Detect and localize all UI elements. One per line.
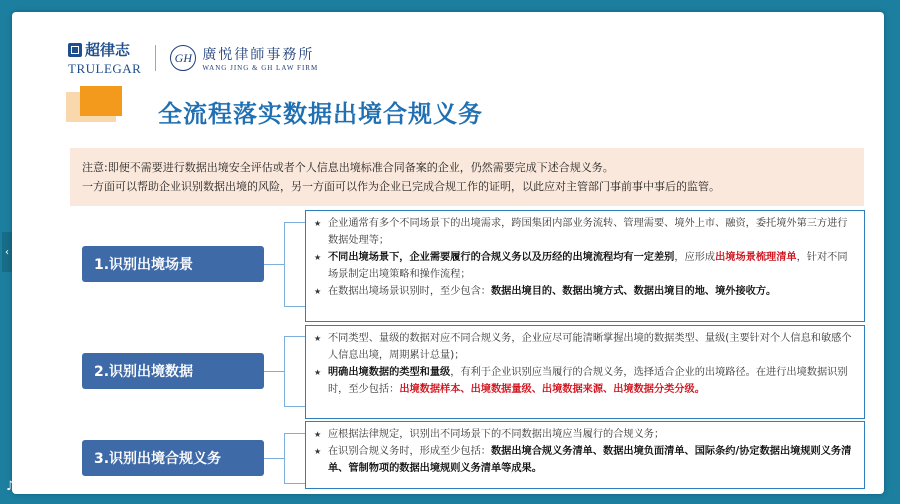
connector-v-1 — [284, 222, 285, 306]
section-box-1 — [305, 210, 865, 322]
logo-divider — [155, 45, 156, 71]
connector-v-2 — [284, 336, 285, 406]
star-bullet-icon: ★ — [314, 334, 322, 343]
watermark-logo-icon: ♪ — [6, 479, 15, 494]
trulegar-logo-cn: 超律志 — [85, 41, 131, 59]
trulegar-logo-en: TRULEGAR — [68, 61, 142, 76]
firm-logo — [170, 44, 318, 72]
section-box-2 — [305, 325, 865, 419]
section-label-1: 1.识别出境场景 — [82, 246, 264, 282]
prev-slide-arrow-icon[interactable]: ‹ — [2, 232, 12, 272]
trulegar-logo-icon — [68, 43, 82, 57]
star-bullet-icon: ★ — [314, 253, 322, 262]
list-item: ★ 不同出境场景下，企业需要履行的合规义务以及历经的出境流程均有一定差别，应形成出境场景梳理清单，针对不同场景制定出境策略和操作流程； — [314, 249, 856, 283]
note-box — [70, 148, 864, 206]
star-bullet-icon: ★ — [314, 430, 322, 439]
star-bullet-icon: ★ — [314, 287, 322, 296]
list-item: ★ 不同类型、量级的数据对应不同合规义务，企业应尽可能清晰掌握出境的数据类型、量级(主要针对个人信息和敏感个人信息出境，周期累计总量)； — [314, 330, 856, 364]
firm-logo-mark: GH — [170, 45, 196, 71]
section-box-3 — [305, 421, 865, 489]
section-label-2: 2.识别出境数据 — [82, 353, 264, 389]
title-decoration — [66, 86, 138, 126]
note-line-2: 一方面可以帮助企业识别数据出境的风险，另一方面可以作为企业已完成合规工作的证明，以此应对主管部门事前事中事后的监管。 — [82, 180, 720, 193]
logo-bar — [68, 36, 318, 80]
section-label-3: 3.识别出境合规义务 — [82, 440, 264, 476]
list-item: ★ 在数据出境场景识别时，至少包含：数据出境目的、数据出境方式、数据出境目的地、境外接收方。 — [314, 283, 856, 300]
firm-logo-cn: 廣悦律師事務所 — [202, 47, 315, 63]
list-item: ★ 在识别合规义务时，形成至少包括：数据出境合规义务清单、数据出境负面清单、国际条约/协定数据出境规则义务清单、管制物项的数据出境规则义务清单等成果。 — [314, 443, 856, 477]
firm-logo-en: WANG JING & GH LAW FIRM — [202, 64, 319, 72]
trulegar-logo — [68, 39, 141, 77]
connector-v-3 — [284, 433, 285, 483]
star-bullet-icon: ★ — [314, 219, 322, 228]
connector-2 — [264, 371, 284, 372]
slide — [12, 12, 884, 494]
list-item: ★ 企业通常有多个不同场景下的出境需求，跨国集团内部业务流转、管理需要、境外上市、融资，委托境外第三方进行数据处理等； — [314, 215, 856, 249]
list-item: ★ 明确出境数据的类型和量级，有利于企业识别应当履行的合规义务，选择适合企业的出境路径。在进行出境数据识别时，至少包括：出境数据样本、出境数据量级、出境数据来源、出境数据分类分级。 — [314, 364, 856, 398]
watermark-text: 大数跨境 — [18, 478, 79, 496]
star-bullet-icon: ★ — [314, 368, 322, 377]
list-item: ★ 应根据法律规定，识别出不同场景下的不同数据出境应当履行的合规义务； — [314, 426, 856, 443]
page-title: 全流程落实数据出境合规义务 — [158, 100, 483, 128]
connector-1 — [264, 264, 284, 265]
connector-3 — [264, 458, 284, 459]
star-bullet-icon: ★ — [314, 447, 322, 456]
note-line-1: 注意:即便不需要进行数据出境安全评估或者个人信息出境标准合同备案的企业，仍然需要完成下述合规义务。 — [82, 161, 614, 174]
watermark — [6, 476, 78, 497]
